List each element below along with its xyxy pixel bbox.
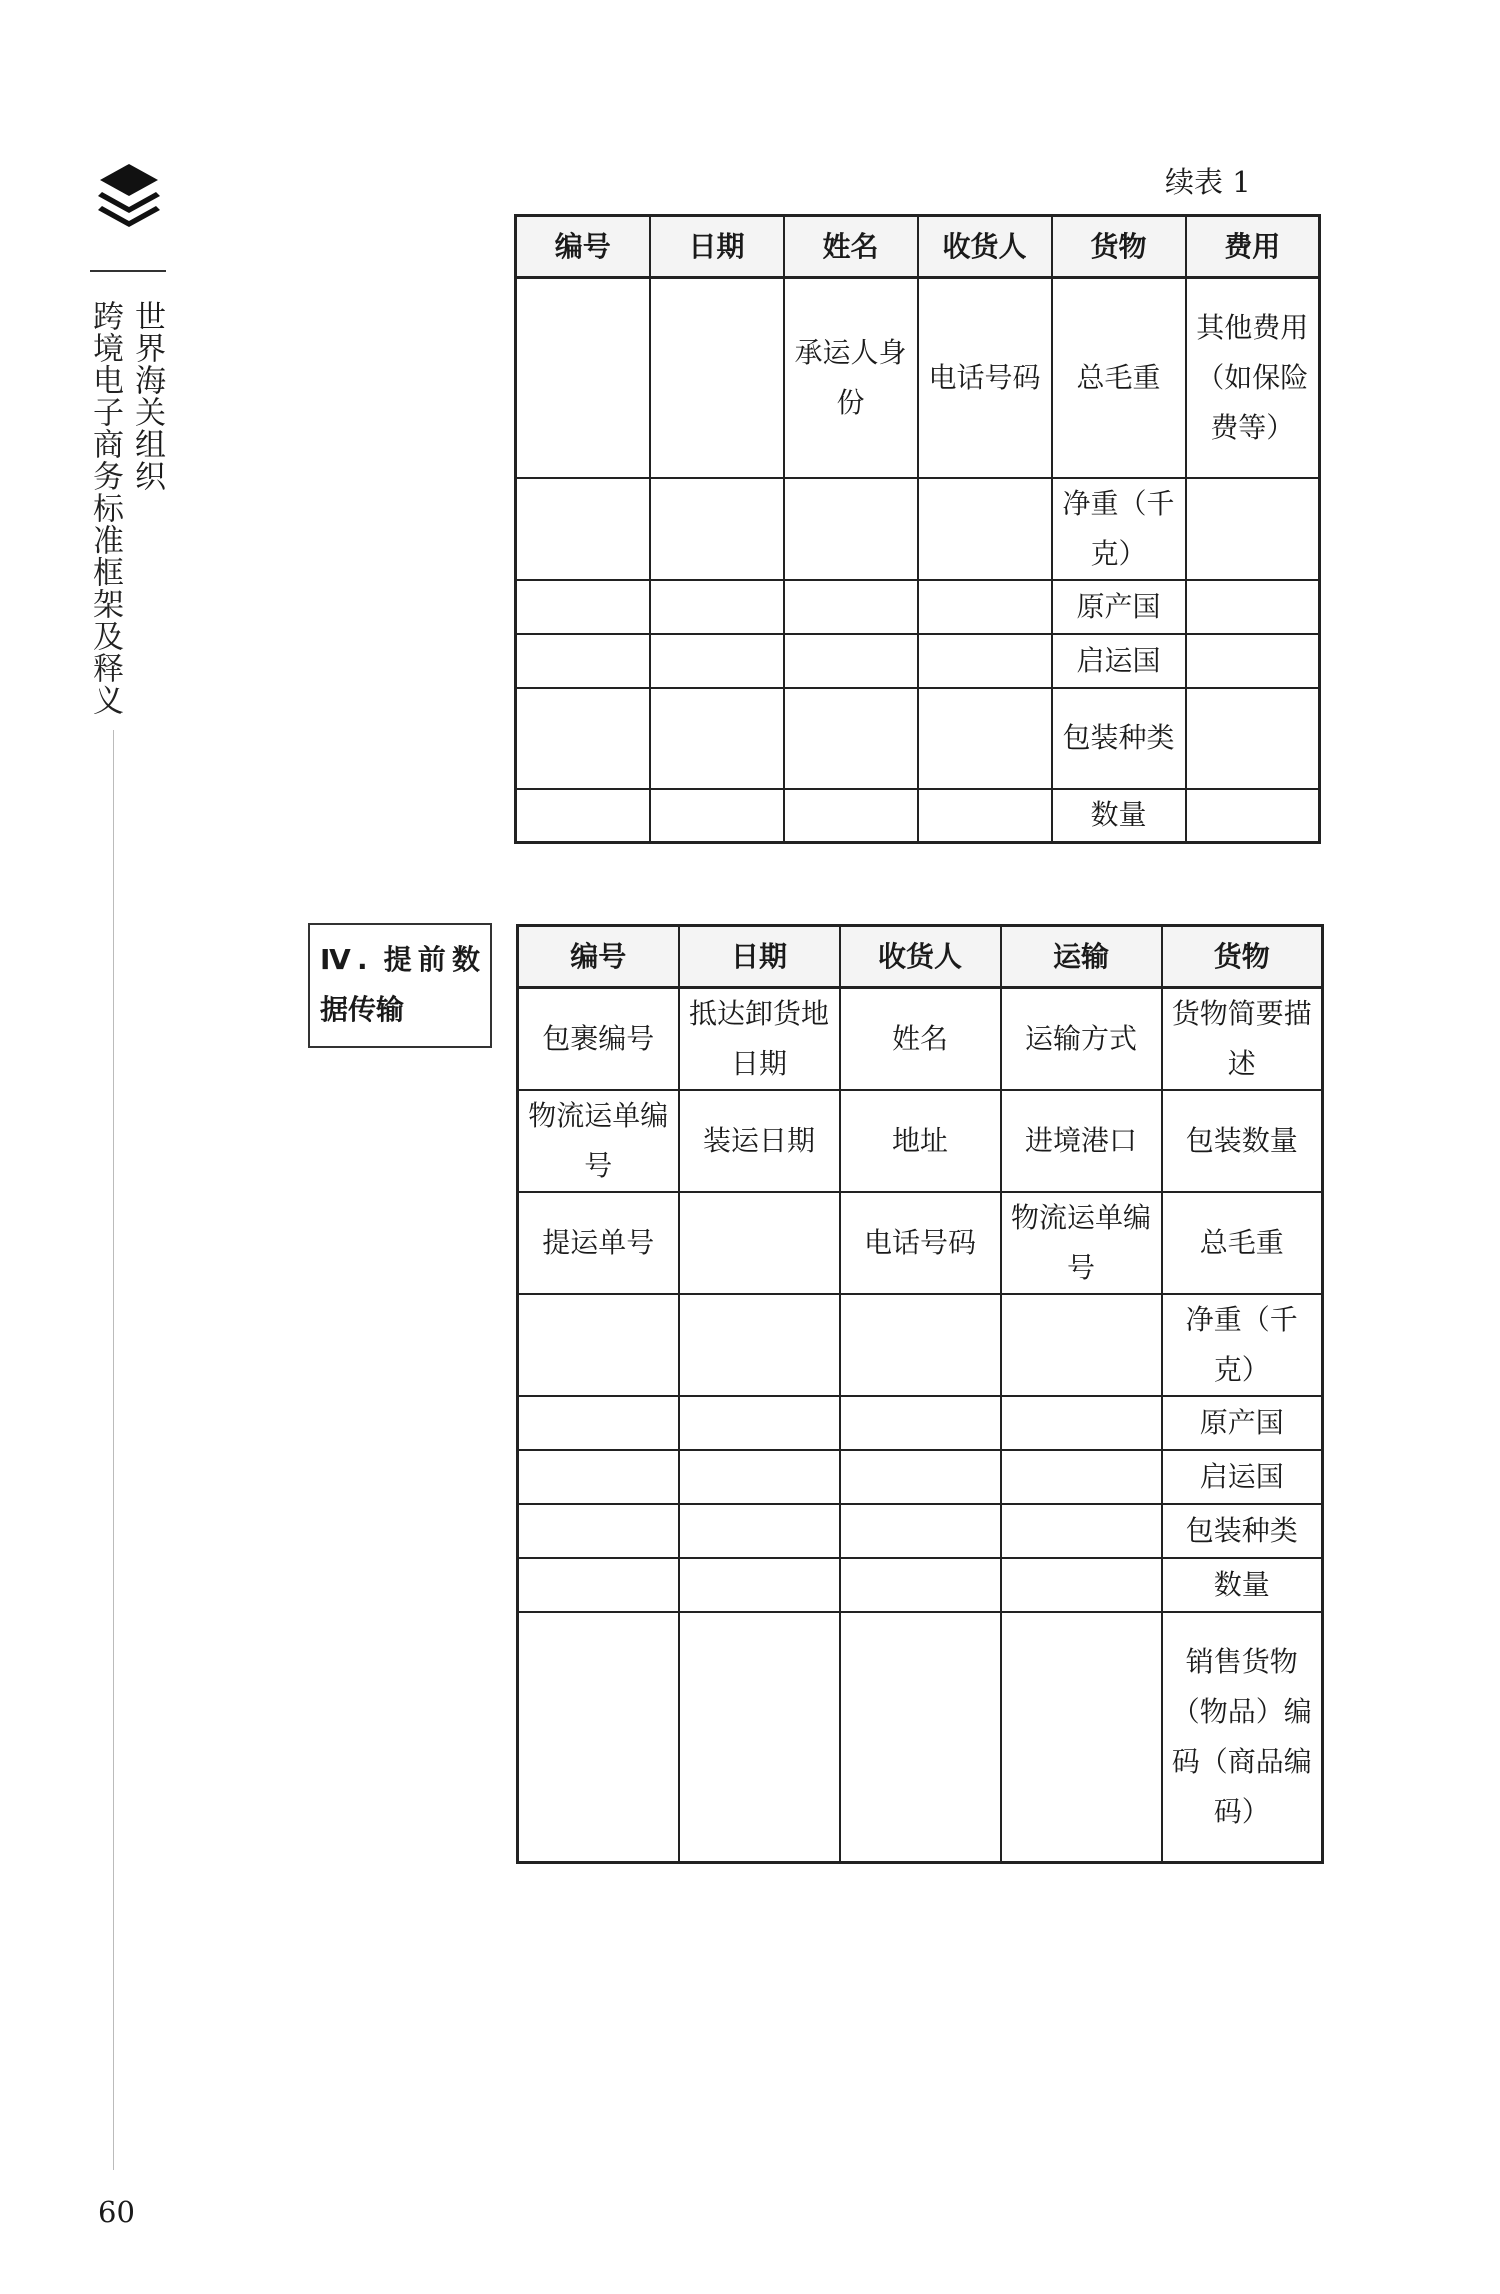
table-cell [784,688,918,789]
table-cell [650,634,784,688]
table-cell [1001,1612,1162,1862]
table-cell [516,688,650,789]
table-cell: 进境港口 [1001,1090,1162,1192]
advance-data-table [516,924,1324,1864]
table-cell [650,580,784,634]
table-cell: 物流运单编号 [1001,1192,1162,1294]
table-row [518,1504,1323,1558]
table-cell [516,789,650,843]
header-cell: 收货人 [918,216,1052,278]
table-header-row [518,926,1323,988]
table-cell [650,688,784,789]
table-cell: 抵达卸货地日期 [679,988,840,1091]
table-cell: 包装种类 [1162,1504,1323,1558]
table-cell: 地址 [840,1090,1001,1192]
table-row [516,688,1320,789]
header-cell: 编号 [516,216,650,278]
header-cell: 编号 [518,926,679,988]
header-cell: 日期 [650,216,784,278]
table-cell [840,1558,1001,1612]
sidebar-top-rule [90,270,166,272]
table-cell [1001,1396,1162,1450]
header-cell: 姓名 [784,216,918,278]
table-cell [518,1450,679,1504]
table-cell [679,1558,840,1612]
table-cell [918,789,1052,843]
table-cell [518,1504,679,1558]
table-row [518,1558,1323,1612]
table-cell: 数量 [1052,789,1186,843]
table-cell [784,634,918,688]
table-cell [679,1396,840,1450]
table-row [518,1396,1323,1450]
table-cell [516,278,650,478]
table-row [518,1450,1323,1504]
table-cell [1186,634,1320,688]
table-cell [918,634,1052,688]
table-cell [518,1612,679,1862]
table-cell [1001,1294,1162,1396]
table-cell: 电话号码 [840,1192,1001,1294]
table-cell [1186,478,1320,580]
table-cell [516,478,650,580]
stacked-layers-icon [96,160,162,230]
table-row [516,789,1320,843]
table-cell: 包装种类 [1052,688,1186,789]
table-cell [784,478,918,580]
table-header-row [516,216,1320,278]
table-cell [1186,688,1320,789]
table-cell: 原产国 [1052,580,1186,634]
section-label-box [308,923,492,1048]
table-cell [679,1612,840,1862]
table-row [518,1294,1323,1396]
header-cell: 运输 [1001,926,1162,988]
table-cell [840,1450,1001,1504]
header-cell: 收货人 [840,926,1001,988]
table-row [516,634,1320,688]
header-cell: 货物 [1052,216,1186,278]
table-cell [918,580,1052,634]
table-cell [784,580,918,634]
table-cell [1186,789,1320,843]
table-cell: 包裹编号 [518,988,679,1091]
table-cell: 净重（千克） [1162,1294,1323,1396]
table-cell: 承运人身份 [784,278,918,478]
table-cell: 净重（千克） [1052,478,1186,580]
table-cell: 数量 [1162,1558,1323,1612]
table-cell [679,1294,840,1396]
table-row [518,1612,1323,1862]
table-cell [679,1192,840,1294]
table-cell [650,789,784,843]
table-cell [650,478,784,580]
continued-table-caption: 续表 1 [1165,165,1251,199]
table-row [518,1192,1323,1294]
table-cell [1001,1504,1162,1558]
table-cell [1186,580,1320,634]
table-cell [784,789,918,843]
table-cell [1001,1558,1162,1612]
book-title: 跨境电子商务标准框架及释义 [87,300,123,716]
table-cell [840,1612,1001,1862]
table-cell: 姓名 [840,988,1001,1091]
header-cell: 货物 [1162,926,1323,988]
table-cell [518,1558,679,1612]
table-cell [679,1450,840,1504]
table-cell: 销售货物（物品）编码（商品编码） [1162,1612,1323,1862]
table-cell: 装运日期 [679,1090,840,1192]
table-row [518,1090,1323,1192]
table-cell: 货物简要描述 [1162,988,1323,1091]
table-cell [918,688,1052,789]
sidebar-vertical-rule [113,730,114,2170]
table-cell: 包装数量 [1162,1090,1323,1192]
table-row [516,580,1320,634]
table-cell [1001,1450,1162,1504]
table-cell: 电话号码 [918,278,1052,478]
section-label: Ⅳ. 提前数据传输 [320,943,480,1026]
table-cell [518,1294,679,1396]
table-cell: 其他费用（如保险费等） [1186,278,1320,478]
table-cell: 原产国 [1162,1396,1323,1450]
table-cell: 总毛重 [1052,278,1186,478]
table-cell [840,1294,1001,1396]
table-row [516,278,1320,478]
table-cell [840,1396,1001,1450]
header-cell: 日期 [679,926,840,988]
table-cell [650,278,784,478]
header-cell: 费用 [1186,216,1320,278]
table-cell: 提运单号 [518,1192,679,1294]
table-cell: 物流运单编号 [518,1090,679,1192]
table-cell [516,634,650,688]
table-cell: 总毛重 [1162,1192,1323,1294]
table-cell: 运输方式 [1001,988,1162,1091]
table-cell [918,478,1052,580]
table-cell [840,1504,1001,1558]
page-number: 60 [98,2195,135,2229]
table-row [518,988,1323,1091]
table-cell [518,1396,679,1450]
table-row [516,478,1320,580]
series-title: 世界海关组织 [129,300,165,492]
table-cell [516,580,650,634]
table-cell: 启运国 [1052,634,1186,688]
table-cell: 启运国 [1162,1450,1323,1504]
continued-table-1 [514,214,1321,844]
table-cell [679,1504,840,1558]
